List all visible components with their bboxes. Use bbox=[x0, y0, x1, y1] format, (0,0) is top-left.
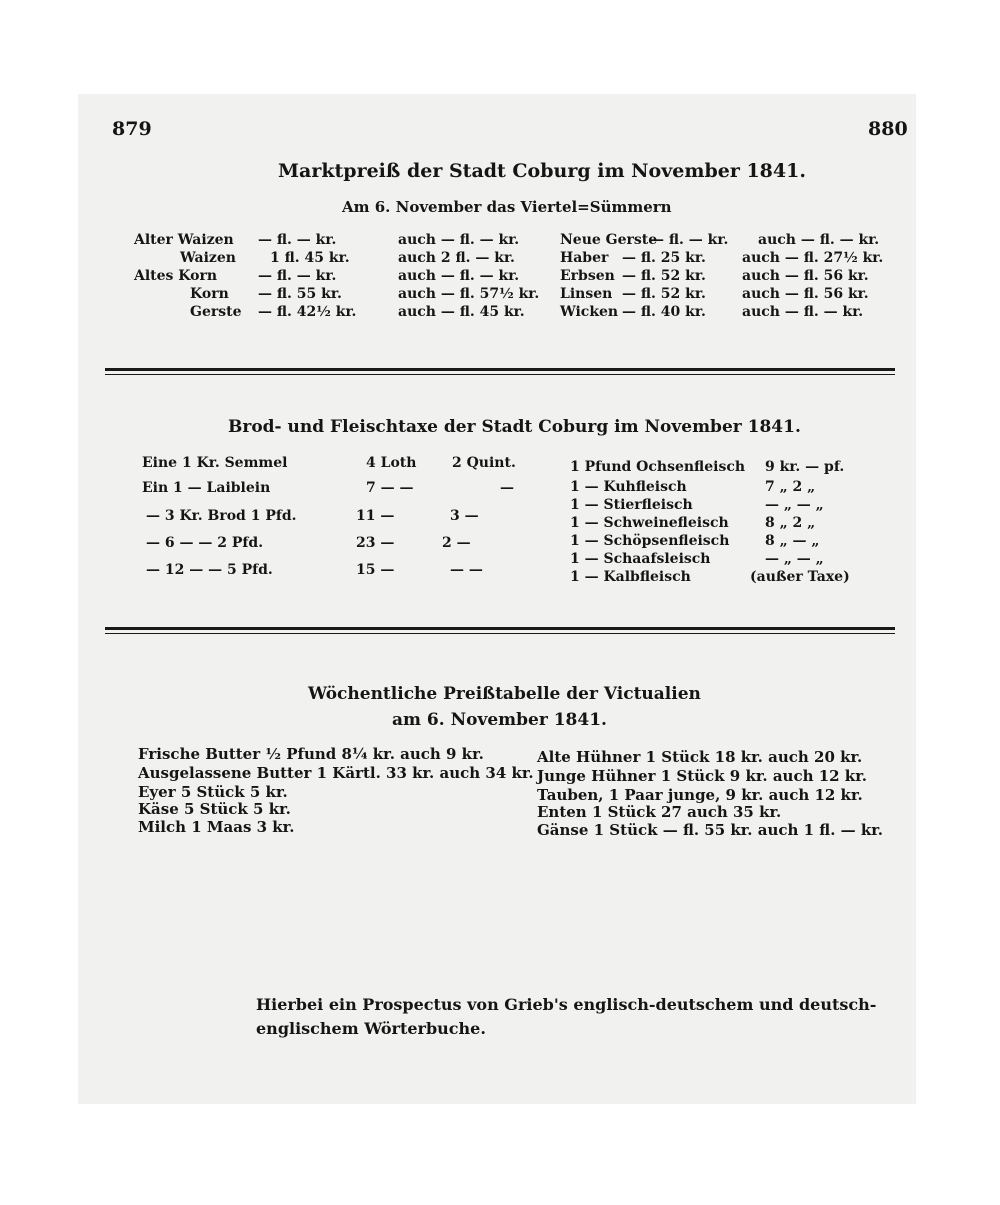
victual-item: Ausgelassene Butter 1 Kärtl. 33 kr. auch 34 kr. bbox=[138, 764, 534, 782]
grain-price-also: auch — fl. 56 kr. bbox=[742, 268, 869, 284]
bread-weight: 7 — — bbox=[366, 480, 414, 496]
bread-extra: 2 Quint. bbox=[452, 455, 516, 471]
grain-label: Alter Waizen bbox=[134, 232, 234, 248]
grain-price-also: auch — fl. — kr. bbox=[398, 268, 520, 284]
bread-item: — 3 Kr. Brod 1 Pfd. bbox=[146, 508, 297, 524]
bread-item: Eine 1 Kr. Semmel bbox=[142, 455, 288, 471]
bread-extra: 2 — bbox=[442, 535, 471, 551]
grain-label: Korn bbox=[190, 286, 229, 302]
victual-item: Junge Hühner 1 Stück 9 kr. auch 12 kr. bbox=[537, 767, 867, 785]
meat-price: 8 „ — „ bbox=[765, 533, 820, 549]
bread-item: — 6 — — 2 Pfd. bbox=[146, 535, 264, 551]
grain-price: — fl. 55 kr. bbox=[258, 286, 342, 302]
meat-item: 1 — Schöpsenfleisch bbox=[570, 533, 730, 549]
grain-label: Wicken bbox=[560, 304, 619, 320]
grain-price-also: auch 2 fl. — kr. bbox=[398, 250, 515, 266]
section-divider bbox=[105, 627, 895, 630]
meat-item: 1 — Stierfleisch bbox=[570, 497, 693, 513]
grain-price: 1 fl. 45 kr. bbox=[270, 250, 350, 266]
grain-price: — fl. 42½ kr. bbox=[258, 304, 357, 320]
grain-price: — fl. — kr. bbox=[258, 268, 337, 284]
victual-item: Tauben, 1 Paar junge, 9 kr. auch 12 kr. bbox=[537, 786, 863, 804]
meat-item: 1 Pfund Ochsenfleisch bbox=[570, 459, 746, 475]
meat-price: 9 kr. — pf. bbox=[765, 459, 845, 475]
grain-price-also: auch — fl. — kr. bbox=[742, 304, 864, 320]
victual-item: Frische Butter ½ Pfund 8¼ kr. auch 9 kr. bbox=[138, 745, 484, 763]
bread-weight: 11 — bbox=[356, 508, 395, 524]
meat-price: (außer Taxe) bbox=[750, 569, 850, 585]
bread-item: — 12 — — 5 Pfd. bbox=[146, 562, 273, 578]
market-left-row bbox=[134, 232, 234, 248]
grain-price: — fl. 40 kr. bbox=[622, 304, 706, 320]
grain-price: — fl. — kr. bbox=[650, 232, 729, 248]
meat-price: 7 „ 2 „ bbox=[765, 479, 816, 495]
grain-label: Haber bbox=[560, 250, 609, 266]
meat-item: 1 — Kuhfleisch bbox=[570, 479, 687, 495]
grain-label: Waizen bbox=[180, 250, 236, 266]
grain-label: Linsen bbox=[560, 286, 613, 302]
bread-extra: 3 — bbox=[450, 508, 479, 524]
bread-extra: — bbox=[500, 480, 514, 496]
bread-extra: — — bbox=[450, 562, 483, 578]
meat-item: 1 — Schweinefleisch bbox=[570, 515, 729, 531]
meat-item: 1 — Schaafsleisch bbox=[570, 551, 711, 567]
meat-item: 1 — Kalbfleisch bbox=[570, 569, 691, 585]
bread-weight: 4 Loth bbox=[366, 455, 417, 471]
grain-price: — fl. — kr. bbox=[258, 232, 337, 248]
victual-item: Milch 1 Maas 3 kr. bbox=[138, 818, 295, 836]
meat-price: 8 „ 2 „ bbox=[765, 515, 816, 531]
victual-item: Enten 1 Stück 27 auch 35 kr. bbox=[537, 803, 782, 821]
victual-item: Käse 5 Stück 5 kr. bbox=[138, 800, 291, 818]
victual-item: Alte Hühner 1 Stück 18 kr. auch 20 kr. bbox=[537, 748, 863, 766]
grain-price: — fl. 52 kr. bbox=[622, 286, 706, 302]
weekly-subtitle: am 6. November 1841. bbox=[392, 710, 607, 730]
grain-label: Neue Gerste bbox=[560, 232, 658, 248]
grain-price: — fl. 52 kr. bbox=[622, 268, 706, 284]
market-subtitle: Am 6. November das Viertel=Sümmern bbox=[342, 198, 672, 216]
weekly-title: Wöchentliche Preißtabelle der Victualien bbox=[308, 684, 701, 704]
bread-weight: 23 — bbox=[356, 535, 395, 551]
page-number-right: 880 bbox=[868, 118, 908, 140]
victual-item: Eyer 5 Stück 5 kr. bbox=[138, 783, 288, 801]
bread-item: Ein 1 — Laiblein bbox=[142, 480, 271, 496]
grain-price-also: auch — fl. 27½ kr. bbox=[742, 250, 884, 266]
grain-price-also: auch — fl. 45 kr. bbox=[398, 304, 525, 320]
grain-label: Gerste bbox=[190, 304, 242, 320]
victual-item: Gänse 1 Stück — fl. 55 kr. auch 1 fl. — kr. bbox=[537, 821, 884, 839]
meat-price: — „ — „ bbox=[765, 551, 824, 567]
meat-price: — „ — „ bbox=[765, 497, 824, 513]
grain-price-also: auch — fl. 57½ kr. bbox=[398, 286, 540, 302]
tax-title: Brod- und Fleischtaxe der Stadt Coburg im November 1841. bbox=[228, 417, 801, 437]
grain-price-also: auch — fl. 56 kr. bbox=[742, 286, 869, 302]
section-divider bbox=[105, 368, 895, 371]
grain-price: — fl. 25 kr. bbox=[622, 250, 706, 266]
grain-label: Erbsen bbox=[560, 268, 615, 284]
page-number-left: 879 bbox=[112, 118, 152, 140]
market-title: Marktpreiß der Stadt Coburg im November 1841. bbox=[278, 160, 806, 182]
grain-price-also: auch — fl. — kr. bbox=[758, 232, 880, 248]
grain-label: Altes Korn bbox=[134, 268, 218, 284]
grain-price-also: auch — fl. — kr. bbox=[398, 232, 520, 248]
bread-weight: 15 — bbox=[356, 562, 395, 578]
supplement-notice: Hierbei ein Prospectus von Grieb's englisch-deutschem und deutsch-englischem Wörterbuche. bbox=[256, 995, 877, 1038]
